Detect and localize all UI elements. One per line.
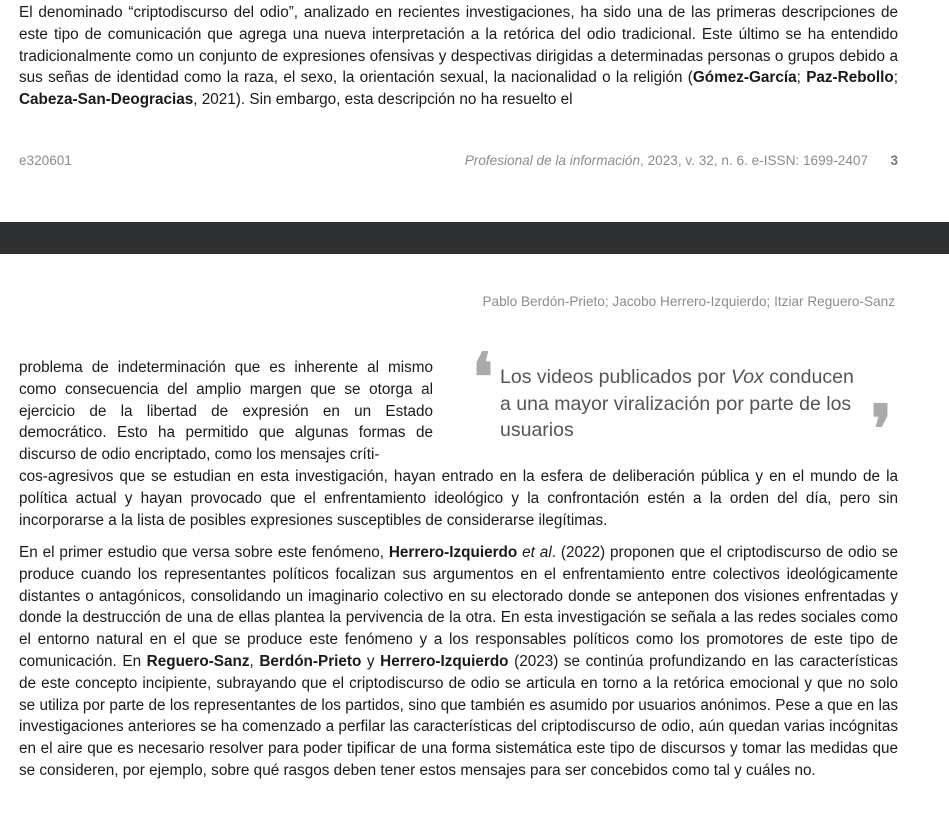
text-run: En el primer estudio que versa sobre este fenómeno,: [19, 544, 389, 561]
text-run: ,: [249, 652, 260, 670]
citation-author: Reguero-Sanz: [146, 652, 250, 670]
text-run: , 2021). Sin embargo, esta descripción no ha resuelto el: [193, 91, 573, 109]
page-separator: [0, 222, 949, 254]
citation-author: Herrero-Izquierdo: [380, 652, 509, 670]
paragraph-top: [19, 2, 898, 111]
text-run: (2023) se continúa profundizando en las características de este concepto incipiente, subrayando que el criptodiscurso de odio se articula en torno a la retórica emocional y que no solo se utiliza por parte de los representantes de los partidos, sino que también es asumido por usuarios anónimos. Pese a que en las investigaciones anteriores se ha comenzado a perfilar las características del criptodiscurso de odio, aún quedan varias incógnitas en el aire que es necesario resolver para poder tipificar de una forma sistemática este tipo de discursos y tomar las medidas que se consideren, por ejemplo, sobre qué rasgos deben tener estos mensajes para ser concebidos como tal y cuáles no.: [19, 652, 898, 779]
text-run: ;: [796, 69, 807, 87]
page-number: 3: [890, 153, 898, 168]
running-head-authors: Pablo Berdón-Prieto; Jacobo Herrero-Izquierdo; Itziar Reguero-Sanz: [482, 294, 895, 309]
open-quote-icon: ❛: [472, 338, 494, 416]
quote-run: Los videos publicados por: [500, 366, 731, 388]
text-run: ;: [893, 69, 898, 87]
paragraph-continuation: cos-agresivos que se estudian en esta investigación, hayan entrado en la esfera de deliberación pública y en el mundo de la política actual y hayan provocado que el enfrentamiento ideológico y la confrontación estén a la orden del día, pero sin incorporarse a la lista de posibles expresiones susceptibles de considerarse ilegítimas.: [19, 468, 898, 529]
citation-author: Gómez-García: [692, 69, 797, 87]
citation-author: Herrero-Izquierdo: [388, 544, 518, 561]
column-text: problema de indeterminación que es inherente al mismo como consecuencia del amplio margen que se otorga al ejercicio de la libertad de expresión en un Estado democrático. Esto ha permitido que algunas formas de discurso de odio encriptado, como los mensajes críti-: [19, 359, 433, 464]
text-run: y: [361, 652, 381, 670]
quote-italic: Vox: [730, 366, 764, 388]
text-run: . (2022) proponen que el criptodiscurso de odio se produce cuando los representantes políticos focalizan sus argumentos en el enfrentamiento entre colectivos ideológicamente distantes o antagónicos, consolidando un imaginario colectivo en su electorado donde se anteponen dos visiones enfrentadas y donde la destrucción de una de ellas plantea la pervivencia de la otra. En esta investigación se señala a las redes sociales como el entorno natural en el que se produce este fenómeno y a los responsables políticos como los promotores de este tipo de comunicación. En: [19, 544, 898, 670]
article-id: e320601: [19, 153, 72, 168]
citation-details: , 2023, v. 32, n. 6. e-ISSN: 1699-2407: [640, 153, 868, 168]
journal-name: Profesional de la información: [464, 153, 641, 168]
page-bottom: [0, 254, 949, 816]
paragraph-second: [19, 542, 898, 782]
pull-quote-text: [500, 364, 870, 444]
quote-run: conducen a una mayor viralización por parte de los usuarios: [500, 366, 854, 441]
citation-author: Paz-Rebollo: [806, 69, 894, 87]
close-quote-icon: ❜: [870, 390, 892, 468]
text-run: El denominado “criptodiscurso del odio”, analizado en recientes investigaciones, ha sido una de las primeras descripciones de este tipo de comunicación que agrega una nueva interpretación a la retórica del odio tradicional. Este último se ha entendido tradicionalmente como un conjunto de expresiones ofensivas y despectivas dirigidas a determinadas personas o grupos debido a sus señas de identidad como la raza, el sexo, la orientación sexual, la nacionalidad o la religión (: [19, 4, 898, 87]
citation-author: Cabeza-San-Deogracias: [19, 91, 194, 109]
citation-author: Berdón-Prieto: [259, 652, 362, 670]
page-top: [0, 0, 949, 222]
text-italic: et al: [522, 544, 552, 561]
pull-quote: [472, 338, 892, 468]
journal-citation: [465, 153, 868, 168]
